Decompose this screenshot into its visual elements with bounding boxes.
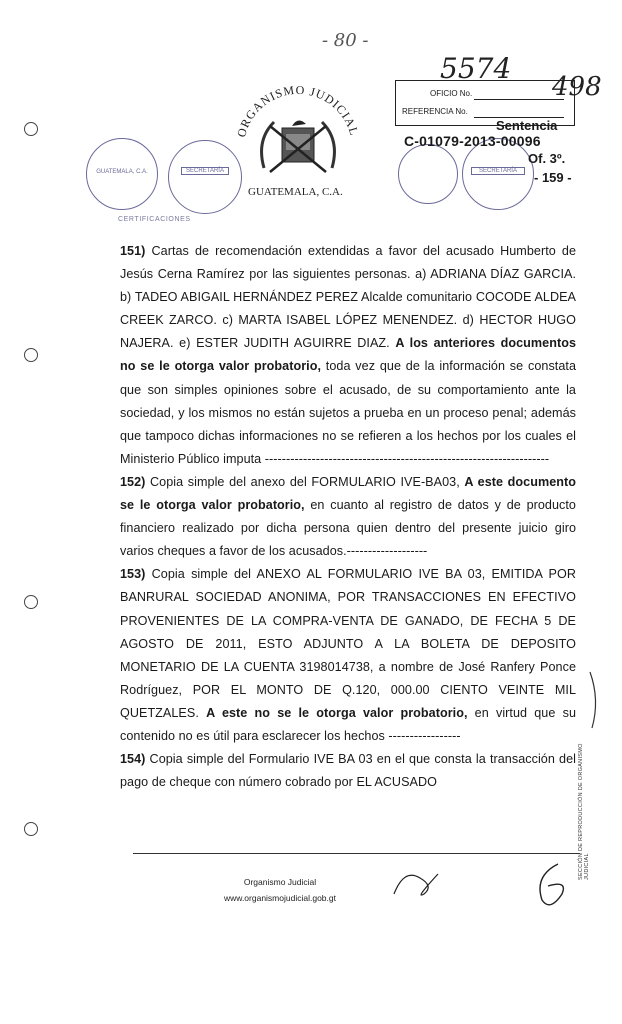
binder-hole-2	[24, 348, 38, 362]
item-number: 153)	[120, 567, 146, 582]
left-stamp-caption: CERTIFICACIONES	[118, 216, 191, 223]
item-text-continued: toda vez que de la información se constata que son simples opiniones sobre el acusado, de su comportamiento ante la sociedad, y los mismos no están sujetos a prueba en un proceso penal; además que tampoco dichas informaciones no se refieren a los hechos por los cuales el Ministerio Público imputa -------------------------------------------------------------------	[120, 359, 577, 466]
footer-url: www.organismojudicial.gob.gt	[224, 893, 336, 903]
item-number: 152)	[120, 474, 146, 489]
handwritten-number-right: 498	[552, 72, 602, 102]
binder-hole-1	[24, 122, 38, 136]
page-label: - 159 -	[534, 170, 572, 185]
left-stamp-1: GUATEMALA, C.A.	[86, 138, 158, 210]
right-stamp-text: SECRETARÍA	[471, 167, 525, 175]
item-153	[120, 563, 576, 748]
of-label: Of. 3º.	[528, 151, 566, 166]
item-number: 151)	[120, 244, 146, 258]
footer-divider	[133, 853, 580, 854]
document-body	[120, 240, 576, 794]
item-text: Copia simple del ANEXO AL FORMULARIO IVE BA 03, EMITIDA POR BANRURAL SOCIEDAD ANONIMA, POR TRANSACCIONES EN EFECTIVO PROVENIENTES DE LA COMPRA-VENTA DE GANADO, DE FECHA 5 DE AGOSTO DE 2011, ESTO ADJUNTO A LA BOLETA DE DEPOSITO MONETARIO DE LA CUENTA 3198014738, a nombre de José Ranfery Ponce Rodríguez, POR EL MONTO DE Q.120, 000.00 CIENTO VEINTE MIL QUETZALES.	[120, 567, 576, 720]
oficio-label: OFICIO No.	[430, 89, 473, 98]
item-text-continued: en cuanto al registro de datos y de producto financiero realizado por dicha persona quien dentro del presente juicio giro varios cheques a favor de los acusados.-------------------	[120, 498, 576, 559]
signature-icon	[390, 864, 450, 900]
handwritten-number: 5574	[440, 52, 512, 85]
vertical-note: SECCIÓN DE REPRODUCCIÓN DE ORGANISMO JUDICIAL	[578, 743, 590, 880]
signature-center	[390, 864, 450, 900]
left-stamp-2	[168, 140, 242, 214]
handwritten-page-number: - 80 -	[322, 30, 369, 51]
case-number: C-01079-2013-00096	[404, 133, 541, 149]
emblem-arc-text: ORGANISMO JUDICIAL	[234, 82, 362, 139]
item-bold-text: A este no se le otorga valor probatorio,	[206, 705, 468, 720]
right-stamp-1	[398, 144, 458, 204]
sentencia-label: Sentencia	[496, 118, 558, 133]
left-stamp-text: SECRETARÍA	[181, 167, 229, 175]
item-151	[120, 240, 576, 471]
item-text: Copia simple del Formulario IVE BA 03 en el que consta la transacción del pago de cheque con número cobrado por EL ACUSADO	[120, 752, 576, 790]
item-text: Copia simple del anexo del FORMULARIO IVE-BA03,	[145, 474, 465, 489]
emblem-city: GUATEMALA, C.A.	[248, 186, 343, 198]
signature-right	[528, 860, 574, 912]
judicial-emblem	[222, 60, 372, 210]
item-154	[120, 748, 576, 794]
footer-org: Organismo Judicial	[243, 877, 317, 887]
oficio-line	[474, 99, 564, 100]
referencia-label: REFERENCIA No.	[402, 107, 468, 116]
margin-pen-mark	[588, 670, 602, 730]
item-number: 154)	[120, 752, 146, 767]
pen-stroke-icon	[588, 670, 602, 730]
item-text: Cartas de recomendación extendidas a favor del acusado Humberto de Jesús Cerna Ramírez por las siguientes personas. a) ADRIANA DÍAZ GARCIA. b) TADEO ABIGAIL HERNÁNDEZ PEREZ Alcalde comunitario COCODE ALDEA CREEK ZARCO. c) MARTA ISABEL LÓPEZ MENENDEZ. d) HECTOR HUGO NAJERA. e) ESTER JUDITH AGUIRRE DIAZ.	[120, 244, 576, 351]
item-152	[120, 471, 576, 563]
item-bold-text: A los anteriores documentos no se le otorga valor probatorio,	[120, 336, 576, 374]
signature-icon	[528, 860, 574, 912]
item-text-continued: en virtud que su contenido no es útil para esclarecer los hechos -----------------	[120, 705, 577, 743]
binder-hole-3	[24, 595, 38, 609]
item-bold-text: A este documento se le otorga valor probatorio,	[120, 474, 576, 513]
binder-hole-4	[24, 822, 38, 836]
